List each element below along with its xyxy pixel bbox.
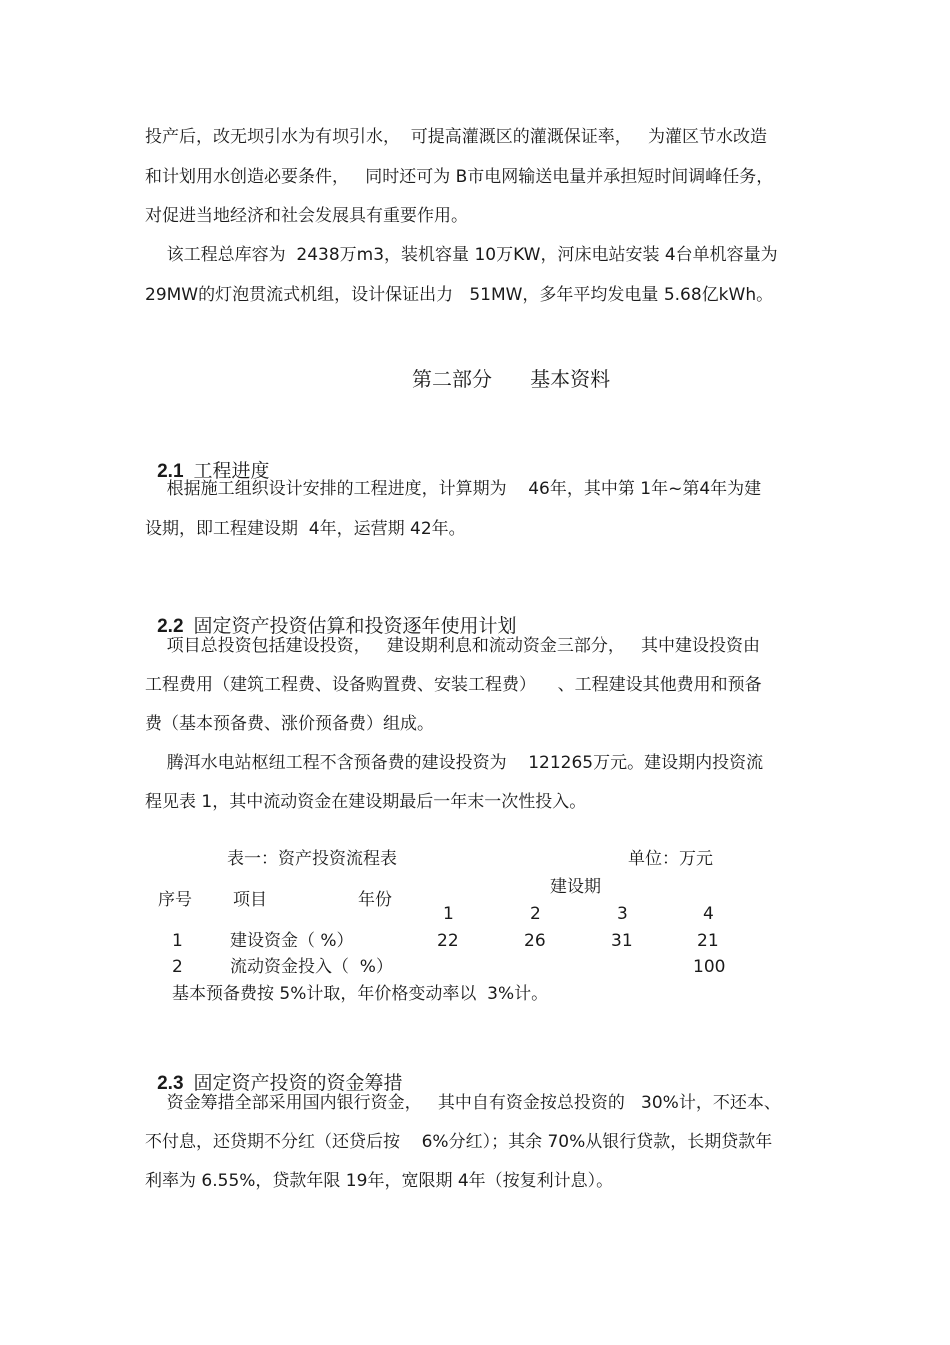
section-number: 2.3 xyxy=(157,1073,184,1094)
section-title: 固定资产投资的资金筹措 xyxy=(193,1072,403,1094)
row-value: 31 xyxy=(611,931,633,951)
section-heading-2-2 xyxy=(145,587,517,640)
row-value: 100 xyxy=(693,957,726,977)
text-line: 根据施工组织设计安排的工程进度，计算期为 46年，其中第 1年~第4年为建 xyxy=(145,479,762,499)
section-title: 固定资产投资估算和投资逐年使用计划 xyxy=(193,615,517,637)
row-value: 21 xyxy=(697,931,719,951)
text-line: 工程费用（建筑工程费、设备购置费、安装工程费） 、工程建设其他费用和预备 xyxy=(145,675,762,695)
section-number: 2.2 xyxy=(157,616,184,637)
text-line: 资金筹措全部采用国内银行资金， 其中自有资金按总投资的 30%计，不还本、 xyxy=(145,1093,781,1113)
text-line: 投产后，改无坝引水为有坝引水， 可提高灌溉区的灌溉保证率， 为灌区节水改造 xyxy=(145,127,768,147)
text-line: 程见表 1，其中流动资金在建设期最后一年末一次性投入。 xyxy=(145,792,587,812)
text-line: 不付息，还贷期不分红（还贷后按 6%分红）；其余 70%从银行贷款，长期贷款年 xyxy=(145,1132,773,1152)
column-header-item: 项目 xyxy=(233,890,267,910)
part-heading: 第二部分 基本资料 xyxy=(412,367,611,391)
group-header: 建设期 xyxy=(550,877,601,897)
year-header: 2 xyxy=(530,904,541,924)
text-line: 费（基本预备费、涨价预备费）组成。 xyxy=(145,714,434,734)
section-number: 2.1 xyxy=(157,461,184,482)
row-item: 建设资金（ %） xyxy=(230,931,354,951)
column-header-index: 序号 xyxy=(158,890,192,910)
row-item: 流动资金投入（ %） xyxy=(230,957,393,977)
row-index: 2 xyxy=(172,957,183,977)
text-line: 29MW的灯泡贯流式机组，设计保证出力 51MW，多年平均发电量 5.68亿kWh。 xyxy=(145,285,774,305)
year-header: 4 xyxy=(703,904,714,924)
text-line: 设期，即工程建设期 4年，运营期 42年。 xyxy=(145,519,466,539)
row-index: 1 xyxy=(172,931,183,951)
text-line: 该工程总库容为 2438万m3，装机容量 10万KW，河床电站安装 4台单机容量为 xyxy=(145,245,778,265)
text-line: 对促进当地经济和社会发展具有重要作用。 xyxy=(145,206,468,226)
table-caption: 表一：资产投资流程表 xyxy=(227,849,397,869)
text-line: 和计划用水创造必要条件， 同时还可为 B市电网输送电量并承担短时间调峰任务， xyxy=(145,167,774,187)
column-header-year: 年份 xyxy=(358,890,392,910)
year-header: 1 xyxy=(443,904,454,924)
table-note: 基本预备费按 5%计取，年价格变动率以 3%计。 xyxy=(172,984,549,1004)
section-title: 工程进度 xyxy=(193,460,270,482)
section-heading-2-3 xyxy=(145,1044,403,1097)
text-line: 项目总投资包括建设投资， 建设期利息和流动资金三部分， 其中建设投资由 xyxy=(145,636,761,656)
row-value: 22 xyxy=(437,931,459,951)
text-line: 利率为 6.55%，贷款年限 19年，宽限期 4年（按复利计息）。 xyxy=(145,1171,614,1191)
row-value: 26 xyxy=(524,931,546,951)
year-header: 3 xyxy=(617,904,628,924)
text-line: 腾洱水电站枢纽工程不含预备费的建设投资为 121265万元。建设期内投资流 xyxy=(145,753,764,773)
table-unit: 单位：万元 xyxy=(628,849,713,869)
